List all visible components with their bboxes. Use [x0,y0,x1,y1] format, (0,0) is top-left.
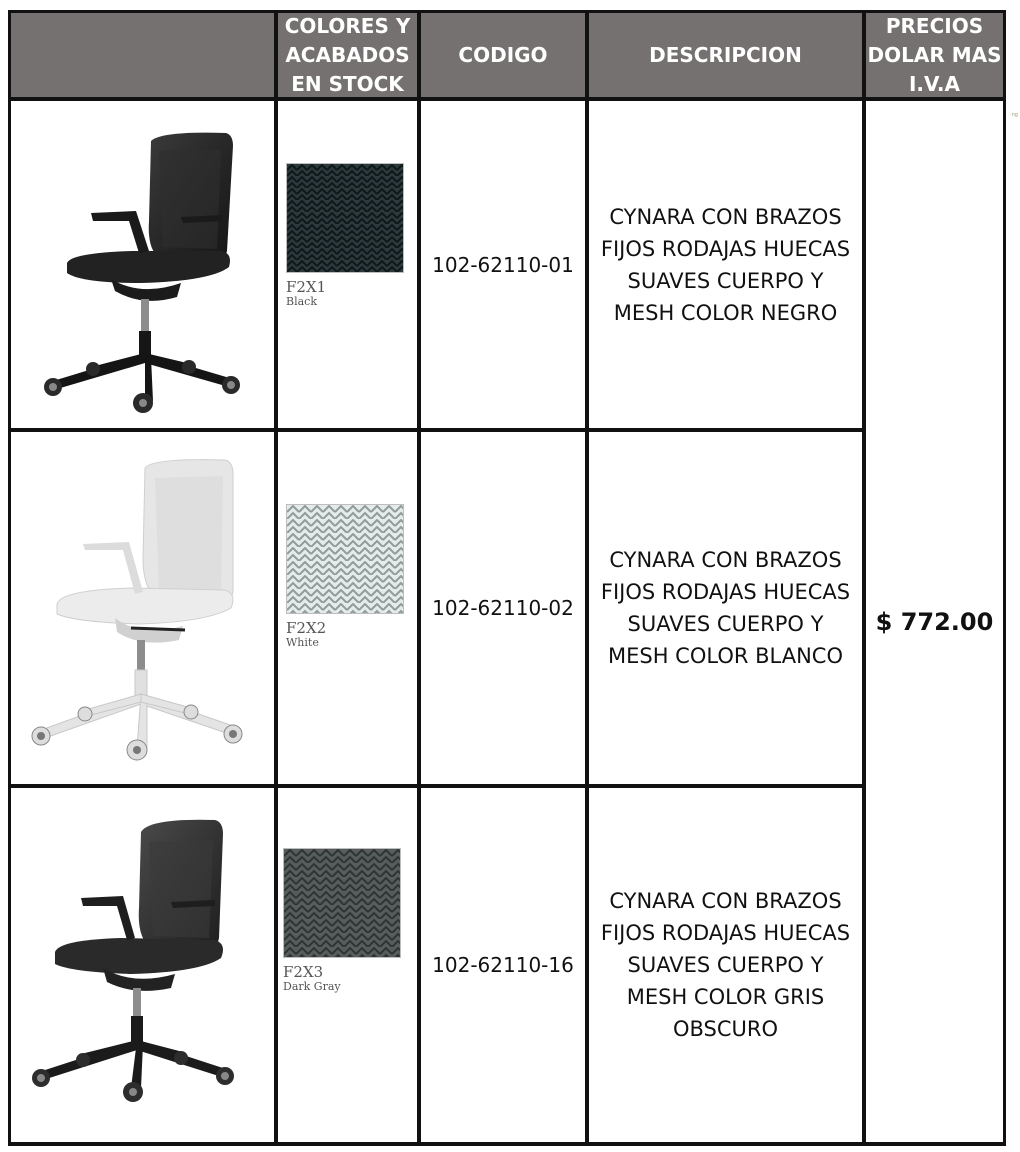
header-image-col [11,13,274,97]
header-description-col: DESCRIPCION [589,13,862,97]
swatch-name: Dark Gray [283,980,341,993]
header-price-col: PRECIOS DOLAR MAS I.V.A [867,13,1002,96]
fabric-swatch [286,163,404,309]
product-code: 102-62110-01 [421,101,585,428]
product-description: CYNARA CON BRAZOS FIJOS RODAJAS HUECAS SUAVES CUERPO Y MESH COLOR NEGRO [589,101,862,428]
header-colors-col: COLORES Y ACABADOS EN STOCK [278,13,417,97]
product-image-cell [11,432,274,784]
product-code: 102-62110-16 [421,788,585,1142]
product-code: 102-62110-02 [421,432,585,784]
mesh-swatch-dark-gray [283,848,401,958]
fabric-swatch [286,504,404,650]
price-value: $ 772.00 [866,101,1003,1142]
fabric-swatch [283,848,401,994]
swatch-code: F2X2 [286,619,327,637]
swatch-code: F2X1 [286,278,327,296]
product-description: CYNARA CON BRAZOS FIJOS RODAJAS HUECAS SUAVES CUERPO Y MESH COLOR BLANCO [589,432,862,784]
swatch-cell [278,788,417,1142]
swatch-code: F2X3 [283,963,324,981]
mesh-swatch-black [286,163,404,273]
swatch-name: Black [286,295,317,308]
swatch-cell [278,432,417,784]
swatch-name: White [286,636,319,649]
product-image-cell [11,788,274,1142]
product-image-cell [11,101,274,428]
corner-mark: ·ng [1010,112,1018,118]
header-code-col: CODIGO [421,13,585,97]
mesh-swatch-white [286,504,404,614]
product-description: CYNARA CON BRAZOS FIJOS RODAJAS HUECAS SUAVES CUERPO Y MESH COLOR GRIS OBSCURO [589,788,862,1142]
chair-dark-gray-image [11,788,274,1142]
chair-black-image [11,101,274,428]
chair-white-image [11,432,274,784]
swatch-cell [278,101,417,428]
